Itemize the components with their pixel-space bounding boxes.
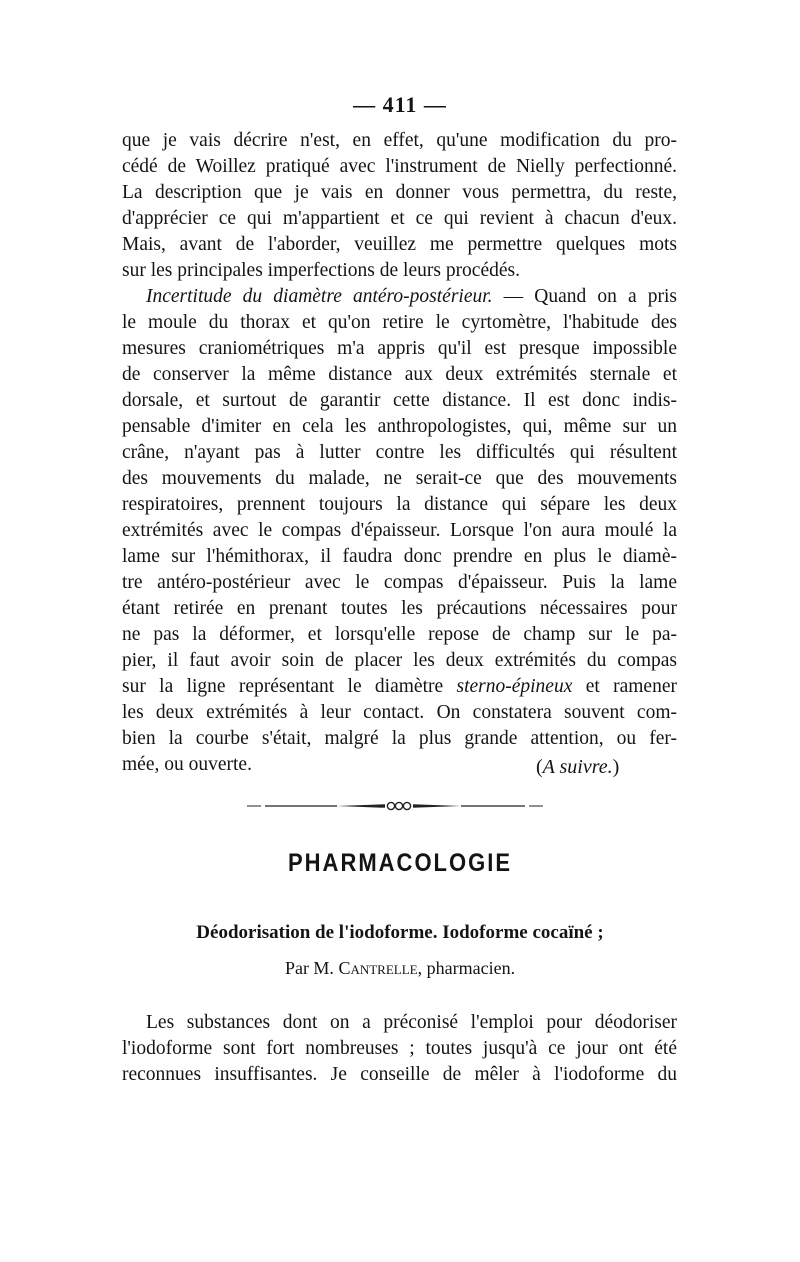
text-line: Les substances dont on a préconisé l'emploi pour déodoriser bbox=[146, 1012, 677, 1033]
author-name: Cantrelle bbox=[338, 958, 418, 978]
article-title: Déodorisation de l'iodoforme. Iodoforme cocaïné ; bbox=[196, 922, 604, 943]
text-line: dorsale, et surtout de garantir cette distance. Il est donc indis- bbox=[122, 390, 677, 411]
paragraph-incertitude bbox=[122, 284, 677, 778]
paragraph-heading: Incertitude du diamètre antéro-postérieur. bbox=[146, 286, 493, 307]
text-fragment: sur la ligne représentant le diamètre bbox=[122, 676, 457, 697]
text-line: l'iodoforme sont fort nombreuses ; toutes jusqu'à ce jour ont été bbox=[122, 1038, 677, 1059]
text-line: des mouvements du malade, ne serait-ce que des mouvements bbox=[122, 468, 677, 489]
text-line bbox=[122, 674, 677, 700]
text-line: mée, ou ouverte. bbox=[122, 754, 252, 775]
page-number: — 411 — bbox=[353, 92, 447, 117]
text-line: étant retirée en prenant toutes les précautions nécessaires pour bbox=[122, 598, 677, 619]
text-line: les deux extrémités à leur contact. On constatera souvent com- bbox=[122, 702, 677, 723]
text-line: pensable d'imiter en cela les anthropologistes, qui, même sur un bbox=[122, 416, 677, 437]
text-line: tre antéro-postérieur avec le compas d'épaisseur. Puis la lame bbox=[122, 572, 677, 593]
text-fragment: et ramener bbox=[572, 676, 677, 697]
text-fragment: — Quand on a pris bbox=[492, 286, 677, 307]
text-line: d'apprécier ce qui m'appartient et ce qui revient à chacun d'eux. bbox=[122, 208, 677, 229]
text-line: mesures craniométriques m'a appris qu'il est presque impossible bbox=[122, 338, 677, 359]
section-heading: PHARMACOLOGIE bbox=[288, 848, 512, 877]
text-line: pier, il faut avoir soin de placer les deux extrémités du compas bbox=[122, 650, 677, 671]
text-line: reconnues insuffisantes. Je conseille de mêler à l'iodoforme du bbox=[122, 1064, 677, 1085]
text-line: sur les principales imperfections de leurs procédés. bbox=[122, 260, 520, 281]
ornamental-divider bbox=[247, 794, 543, 818]
article-body bbox=[122, 1010, 677, 1088]
text-line: que je vais décrire n'est, en effet, qu'une modification du pro- bbox=[122, 130, 677, 151]
text-line: le moule du thorax et qu'on retire le cyrtomètre, l'habitude des bbox=[122, 312, 677, 333]
text-line: cédé de Woillez pratiqué avec l'instrument de Nielly perfectionné. bbox=[122, 156, 677, 177]
text-line: ne pas la déformer, et lorsqu'elle repose de champ sur le pa- bbox=[122, 624, 677, 645]
text-line: de conserver la même distance aux deux extrémités sternale et bbox=[122, 364, 677, 385]
text-line bbox=[122, 284, 677, 310]
paragraph-continuation bbox=[122, 128, 677, 284]
text-line: La description que je vais en donner vous permettra, du reste, bbox=[122, 182, 677, 203]
a-suivre-note: (A suivre.) bbox=[536, 756, 620, 778]
italic-term: sterno-épineux bbox=[456, 676, 573, 697]
text-line: lame sur l'hémithorax, il faudra donc prendre en plus le diamè- bbox=[122, 546, 677, 567]
text-line: bien la courbe s'était, malgré la plus grande attention, ou fer- bbox=[122, 728, 677, 749]
a-suivre-text: A suivre. bbox=[542, 756, 613, 778]
text-line: crâne, n'ayant pas à lutter contre les difficultés qui résultent bbox=[122, 442, 677, 463]
article-byline: Par M. Cantrelle, pharmacien. bbox=[284, 958, 516, 978]
text-line: Mais, avant de l'aborder, veuillez me permettre quelques mots bbox=[122, 234, 677, 255]
text-line: extrémités avec le compas d'épaisseur. Lorsque l'on aura moulé la bbox=[122, 520, 677, 541]
text-line: respiratoires, prennent toujours la distance qui sépare les deux bbox=[122, 494, 677, 515]
